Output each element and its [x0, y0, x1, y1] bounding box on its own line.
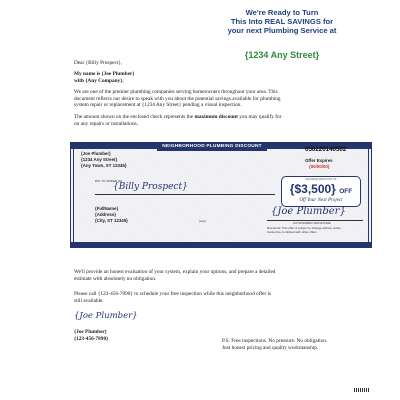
- check-from-line-2: {1234 Any Street}: [81, 157, 118, 162]
- paragraph-1-line-3: system repair or replacement at {1234 Any Street} pending a visual inspection.: [74, 102, 242, 108]
- offer-expires-label: Offer Expires: [305, 158, 333, 163]
- authorized-signature-label: AUTHORIZED SIGNATURE: [293, 221, 331, 225]
- salutation: Dear {Billy Prospect},: [74, 60, 123, 66]
- discount-amount-value: {$3,500}: [289, 182, 336, 196]
- check-exp-small: (exp): [199, 219, 206, 223]
- paragraph-2-text-a: The amount shown on the enclosed check represents the: [74, 114, 195, 120]
- check-footer-text: THIS IS NOT A REAL CHECK: [189, 239, 230, 243]
- ps-line-1: P.S. Free inspections. No pressure. No obligation.: [222, 338, 328, 344]
- paragraph-1-line-1: We are one of the premier plumbing companies serving homeowners throughout your area. This: [74, 89, 278, 95]
- discount-check: [70, 142, 372, 248]
- headline-line-3: your next Plumbing Service at: [227, 26, 337, 35]
- payee-name: {Billy Prospect}: [113, 182, 188, 192]
- paragraph-1-line-2: document reflects our desire to speak with you about the potential savings available for plumbing: [74, 95, 281, 102]
- letter-signature: {Joe Plumber}: [74, 311, 138, 321]
- intro-line-1: My name is {Joe Plumber}: [74, 71, 135, 77]
- check-disclaimer-2: Cannot be combined with other offers.: [267, 230, 318, 234]
- check-from-line-3: {Any Town, ST 12345}: [81, 163, 127, 168]
- intro-line-2: with {Any Company}.: [74, 77, 124, 84]
- mail-barcode: [354, 388, 370, 392]
- headline-line-1: We're Ready to Turn: [245, 8, 319, 17]
- signer-name: {Joe Plumber}: [74, 329, 107, 335]
- check-to-line-3: {City, ST 12345}: [95, 218, 128, 223]
- headline-line-2: This Into REAL SAVINGS for: [230, 17, 334, 26]
- pay-to-label: PAY TO ORDER OF:: [95, 179, 123, 183]
- paragraph-2-text-c: you may qualify for: [237, 114, 282, 120]
- check-disclaimer-1: Discounts: This offer is subject to change without notice.: [267, 226, 342, 230]
- check-to-line-2: {Address}: [95, 212, 116, 217]
- paragraph-3-line-1: We'll provide an honest evaluation of your system, explain your options, and prepare a detailed: [74, 269, 276, 275]
- signer-phone: {123-456-7890}: [74, 336, 109, 342]
- check-number: 050220140502: [305, 146, 347, 153]
- headline-address: {1234 Any Street}: [244, 50, 320, 60]
- check-title: NEIGHBORHOOD PLUMBING DISCOUNT: [157, 142, 267, 151]
- paragraph-4-line-2: still available.: [74, 297, 104, 304]
- check-from-line-1: {Joe Plumber}: [81, 151, 111, 156]
- paragraph-2-emphasis: maximum discount: [194, 114, 238, 120]
- paragraph-4-line-1: Please call {123-456-7890} to schedule your free inspection while this neighborhood offer is: [74, 291, 272, 297]
- payee-line: [95, 194, 275, 195]
- ps-line-2: Just honest pricing and quality workmanship.: [222, 344, 319, 351]
- discount-amount-box: [281, 176, 361, 207]
- offer-expiry-date: {00/00/00}: [309, 163, 330, 169]
- paragraph-2-line-2: on any repairs or installations.: [74, 120, 138, 127]
- check-signature: {Joe Plumber}: [271, 206, 346, 217]
- letter-page: [38, 0, 372, 400]
- discount-off-label: OFF: [339, 188, 353, 195]
- discount-note: Off Your Next Project: [299, 198, 343, 203]
- check-to-line-1: {FullName}: [95, 206, 119, 211]
- discount-amount: [282, 182, 360, 196]
- headline: [202, 8, 362, 35]
- max-discount-label: MAXIMUM DISCOUNT OF: [305, 178, 337, 181]
- paragraph-3-line-2: estimate with absolutely no obligation.: [74, 275, 157, 282]
